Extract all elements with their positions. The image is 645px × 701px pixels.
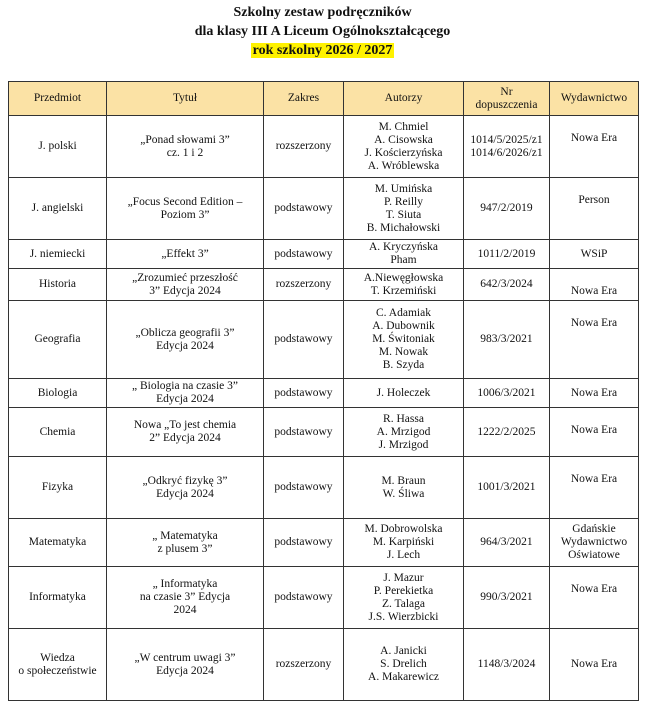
table-row — [9, 269, 639, 301]
autorzy-line: J. Lech — [386, 549, 421, 561]
wydawnictwo-line: WSiP — [580, 247, 608, 260]
cell-autorzy — [344, 178, 464, 240]
tytul-line: „ Informatyka — [152, 578, 218, 590]
table-header-row — [9, 82, 639, 116]
przedmiot-line: Geografia — [34, 333, 81, 345]
cell-nr — [464, 567, 550, 629]
cell-tytul — [107, 567, 264, 629]
cell-wydawnictwo — [550, 519, 639, 567]
autorzy-line: P. Reilly — [384, 195, 423, 208]
tytul-line: Nowa „To jest chemia — [133, 419, 237, 431]
cell-wydawnictwo — [550, 178, 639, 240]
autorzy-line: J. Holeczek — [376, 386, 431, 399]
tytul-line: „Ponad słowami 3” — [140, 133, 230, 146]
cell-wydawnictwo — [550, 116, 639, 178]
tytul-line: „ Matematyka — [152, 529, 218, 542]
nr-line: 1014/6/2026/z1 — [470, 146, 543, 159]
cell-wydawnictwo — [550, 269, 639, 301]
cell-nr — [464, 629, 550, 701]
cell-nr — [464, 301, 550, 379]
cell-tytul — [107, 519, 264, 567]
cell-przedmiot — [9, 240, 107, 269]
przedmiot-line: J. polski — [38, 140, 77, 152]
header-line1: Szkolny zestaw podręczników — [233, 5, 412, 20]
autorzy-line: M. Braun — [381, 474, 426, 487]
cell-wydawnictwo — [550, 629, 639, 701]
cell-zakres: podstawowy — [264, 301, 344, 379]
cell-wydawnictwo — [550, 379, 639, 408]
cell-zakres: rozszerzony — [264, 629, 344, 701]
table-row — [9, 301, 639, 379]
autorzy-line: A.Niewęgłowska — [363, 271, 444, 284]
przedmiot-line: J. niemiecki — [29, 247, 86, 260]
cell-wydawnictwo — [550, 301, 639, 379]
cell-autorzy — [344, 240, 464, 269]
tytul-line: „Effekt 3” — [161, 247, 209, 260]
table-row — [9, 116, 639, 178]
przedmiot-line: Biologia — [37, 386, 78, 399]
wydawnictwo-line: Nowa Era — [570, 285, 618, 297]
cell-przedmiot — [9, 301, 107, 379]
wydawnictwo-line: Gdańskie — [572, 523, 616, 535]
nr-line: 983/3/2021 — [480, 333, 533, 345]
wydawnictwo-line: Person — [578, 194, 610, 206]
cell-przedmiot — [9, 178, 107, 240]
wydawnictwo-line: Nowa Era — [570, 583, 618, 595]
cell-zakres: podstawowy — [264, 240, 344, 269]
cell-autorzy — [344, 408, 464, 457]
cell-autorzy — [344, 379, 464, 408]
cell-tytul — [107, 116, 264, 178]
autorzy-line: J. Mrzigod — [378, 438, 429, 451]
cell-zakres: podstawowy — [264, 567, 344, 629]
cell-przedmiot — [9, 408, 107, 457]
autorzy-line: R. Hassa — [383, 412, 424, 425]
cell-przedmiot — [9, 457, 107, 519]
tytul-line: Edycja 2024 — [156, 393, 214, 405]
cell-wydawnictwo — [550, 567, 639, 629]
cell-autorzy — [344, 519, 464, 567]
tytul-line: 3” Edycja 2024 — [149, 284, 221, 297]
tytul-line: Edycja 2024 — [156, 664, 214, 677]
cell-tytul — [107, 301, 264, 379]
autorzy-line: A. Mrzigod — [376, 425, 431, 438]
cell-przedmiot — [9, 519, 107, 567]
autorzy-line: W. Śliwa — [382, 487, 425, 500]
wydawnictwo-line: Nowa Era — [570, 132, 618, 144]
tytul-line: Poziom 3” — [160, 208, 210, 221]
cell-nr — [464, 457, 550, 519]
table-body — [9, 116, 639, 701]
nr-line: 1006/3/2021 — [477, 386, 536, 399]
nr-line: 1011/2/2019 — [477, 247, 536, 260]
przedmiot-line: Wiedza — [40, 651, 75, 664]
cell-autorzy — [344, 301, 464, 379]
przedmiot-line: Chemia — [39, 425, 76, 438]
autorzy-line: M. Dobrowolska — [364, 523, 443, 535]
tytul-line: „ Biologia na czasie 3” — [131, 380, 238, 392]
tytul-line: „Odkryć fizykę 3” — [142, 474, 228, 487]
header-school-year: rok szkolny 2026 / 2027 — [252, 43, 393, 58]
nr-line: 1148/3/2024 — [477, 658, 536, 670]
tytul-line: Edycja 2024 — [156, 339, 214, 352]
wydawnictwo-line: Nowa Era — [570, 658, 618, 670]
cell-przedmiot — [9, 116, 107, 178]
cell-zakres: podstawowy — [264, 457, 344, 519]
cell-autorzy — [344, 629, 464, 701]
nr-line: 1001/3/2021 — [477, 481, 536, 493]
nr-line: 990/3/2021 — [480, 591, 533, 603]
cell-nr — [464, 240, 550, 269]
autorzy-line: J. Kościerzyńska — [364, 146, 443, 159]
tytul-line: 2” Edycja 2024 — [149, 432, 221, 444]
cell-tytul — [107, 629, 264, 701]
cell-przedmiot — [9, 269, 107, 301]
autorzy-line: A. Cisowska — [374, 133, 433, 146]
cell-wydawnictwo — [550, 240, 639, 269]
table-row — [9, 240, 639, 269]
przedmiot-line: Historia — [38, 278, 77, 290]
nr-line: 1014/5/2025/z1 — [470, 133, 543, 146]
col-header-autorzy: Autorzy — [344, 82, 464, 116]
cell-nr — [464, 178, 550, 240]
cell-nr — [464, 519, 550, 567]
col-header-przedmiot: Przedmiot — [9, 82, 107, 116]
nr-line: 642/3/2024 — [480, 278, 533, 290]
cell-nr — [464, 116, 550, 178]
table-row — [9, 379, 639, 408]
przedmiot-line: Fizyka — [41, 481, 74, 493]
wydawnictwo-line: Wydawnictwo — [560, 536, 628, 548]
cell-zakres: podstawowy — [264, 408, 344, 457]
table-row — [9, 408, 639, 457]
tytul-line: „W centrum uwagi 3” — [134, 651, 236, 664]
autorzy-line: M. Karpiński — [372, 536, 435, 548]
col-header-wydawnictwo: Wydawnictwo — [550, 82, 639, 116]
table-row — [9, 178, 639, 240]
cell-tytul — [107, 178, 264, 240]
cell-tytul — [107, 408, 264, 457]
header-line2: dla klasy III A Liceum Ogólnokształcącego — [194, 24, 451, 39]
textbook-table — [8, 81, 639, 701]
table-row — [9, 567, 639, 629]
wydawnictwo-line: Nowa Era — [570, 473, 618, 485]
przedmiot-line: o społeczeństwie — [18, 664, 97, 677]
cell-zakres: podstawowy — [264, 178, 344, 240]
table-row — [9, 519, 639, 567]
tytul-line: z plusem 3” — [157, 542, 213, 555]
cell-autorzy — [344, 567, 464, 629]
col-header-tytul: Tytuł — [107, 82, 264, 116]
wydawnictwo-line: Oświatowe — [568, 549, 620, 561]
autorzy-line: T. Krzemiński — [370, 284, 437, 297]
autorzy-line: B. Michałowski — [366, 221, 441, 234]
nr-line: 1222/2/2025 — [477, 425, 536, 438]
autorzy-line: S. Drelich — [380, 658, 427, 670]
document-header — [0, 0, 645, 60]
wydawnictwo-line: Nowa Era — [570, 386, 618, 399]
tytul-line: na czasie 3” Edycja — [139, 591, 231, 603]
autorzy-line: P. Perekietka — [373, 584, 434, 597]
cell-tytul — [107, 457, 264, 519]
tytul-line: „Zrozumieć przeszłość — [132, 271, 238, 284]
cell-wydawnictwo — [550, 457, 639, 519]
nr-line: 964/3/2021 — [480, 536, 533, 548]
cell-przedmiot — [9, 629, 107, 701]
przedmiot-line: Informatyka — [29, 591, 86, 603]
col-header-zakres: Zakres — [264, 82, 344, 116]
wydawnictwo-line: Nowa Era — [570, 317, 618, 329]
cell-wydawnictwo — [550, 408, 639, 457]
cell-autorzy — [344, 457, 464, 519]
table-row — [9, 629, 639, 701]
autorzy-line: B. Szyda — [382, 359, 425, 371]
cell-przedmiot — [9, 379, 107, 408]
autorzy-line: A. Wróblewska — [367, 159, 440, 172]
cell-autorzy — [344, 116, 464, 178]
autorzy-line: J.S. Wierzbicki — [368, 610, 439, 623]
cell-tytul — [107, 240, 264, 269]
cell-zakres: podstawowy — [264, 519, 344, 567]
tytul-line: 2024 — [173, 604, 197, 616]
autorzy-line: M. Nowak — [378, 346, 429, 358]
cell-zakres: rozszerzony — [264, 269, 344, 301]
wydawnictwo-line: Nowa Era — [570, 424, 618, 436]
autorzy-line: A. Janicki — [380, 645, 427, 657]
tytul-line: „Oblicza geografii 3” — [135, 326, 235, 339]
tytul-line: „Focus Second Edition – — [127, 195, 243, 208]
przedmiot-line: J. angielski — [31, 202, 84, 214]
autorzy-line: A. Kryczyńska — [369, 241, 438, 253]
tytul-line: cz. 1 i 2 — [166, 146, 204, 159]
autorzy-line: M. Świtoniak — [372, 333, 435, 345]
col-header-nr-dopuszczenia: Nr dopuszczenia — [464, 82, 550, 116]
cell-autorzy — [344, 269, 464, 301]
autorzy-line: M. Chmiel — [378, 120, 429, 133]
cell-zakres: rozszerzony — [264, 116, 344, 178]
cell-nr — [464, 379, 550, 408]
autorzy-line: Pham — [390, 254, 417, 266]
cell-nr — [464, 408, 550, 457]
cell-nr — [464, 269, 550, 301]
cell-tytul — [107, 379, 264, 408]
autorzy-line: A. Makarewicz — [368, 671, 439, 683]
autorzy-line: J. Mazur — [383, 571, 424, 584]
autorzy-line: A. Dubownik — [372, 320, 435, 332]
table-row — [9, 457, 639, 519]
autorzy-line: C. Adamiak — [376, 307, 431, 319]
autorzy-line: Z. Talaga — [381, 597, 426, 610]
cell-tytul — [107, 269, 264, 301]
nr-line: 947/2/2019 — [480, 202, 533, 214]
cell-przedmiot — [9, 567, 107, 629]
cell-zakres: podstawowy — [264, 379, 344, 408]
autorzy-line: M. Umińska — [374, 182, 433, 195]
przedmiot-line: Matematyka — [28, 536, 87, 548]
tytul-line: Edycja 2024 — [156, 487, 214, 500]
autorzy-line: T. Siuta — [385, 208, 422, 221]
